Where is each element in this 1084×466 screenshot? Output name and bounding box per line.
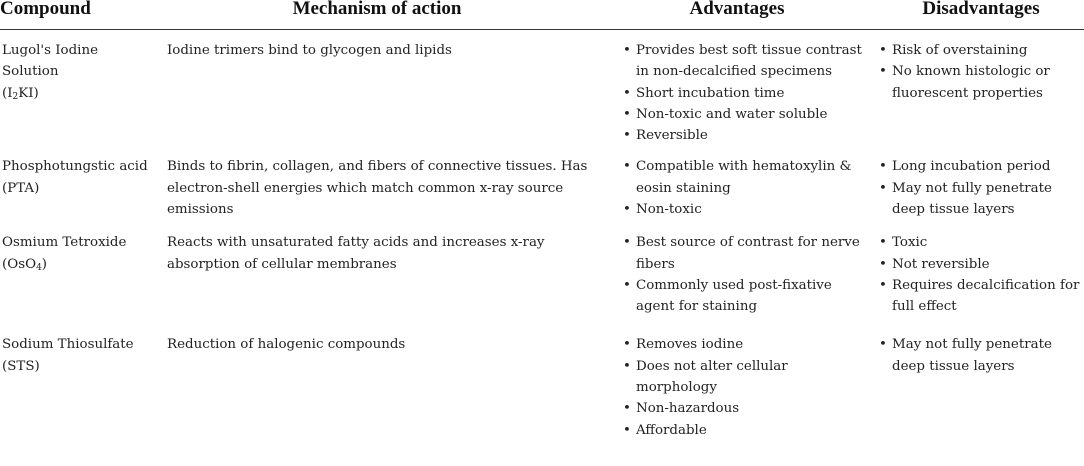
- list-item: • Provides best soft tissue contrast in non-decalcified specimens: [623, 43, 862, 80]
- list-item: • Toxic: [879, 235, 928, 251]
- disadvantages-cell: [872, 30, 1084, 147]
- list-item: • Long incubation period: [879, 159, 1051, 175]
- mechanism-cell: Reduction of halogenic compounds: [167, 337, 406, 353]
- compound-formula: $(I_2KI)$: [2, 85, 39, 102]
- list-item: • Requires decalcification for full effect: [879, 277, 1080, 315]
- list-item: • Does not alter cellular morphology: [623, 358, 788, 395]
- list-item: • Non-toxic and water soluble: [623, 106, 828, 122]
- disadvantages-list: [876, 334, 1084, 377]
- compound-name: Lugol's Iodine Solution: [2, 43, 98, 80]
- list-item: • Commonly used post-fixative agent for staining: [623, 277, 832, 315]
- mechanism-cell: Reacts with unsaturated fatty acids and increases x-ray absorption of cellular membranes: [167, 235, 545, 272]
- compound-name: Osmium Tetroxide: [2, 235, 127, 251]
- disadvantages-cell: [872, 220, 1084, 323]
- advantages-list: [620, 334, 872, 440]
- list-item: • Affordable: [623, 422, 707, 438]
- compound-cell: [0, 146, 158, 220]
- header-mechanism: Mechanism of action: [158, 0, 616, 30]
- list-item: • Not reversible: [879, 256, 990, 272]
- disadvantages-list: [876, 232, 1084, 317]
- list-item: • May not fully penetrate deep tissue layers: [879, 180, 1052, 218]
- advantages-list: [620, 156, 872, 220]
- compound-cell: [0, 220, 158, 323]
- advantages-list: [620, 40, 872, 146]
- header-compound: Compound: [0, 0, 158, 30]
- list-item: • Compatible with hematoxylin & eosin staining: [623, 159, 852, 196]
- table-row: [0, 30, 1084, 147]
- list-item: • May not fully penetrate deep tissue layers: [879, 337, 1052, 374]
- advantages-list: [620, 232, 872, 317]
- mechanism-cell: Binds to fibrin, collagen, and fibers of connective tissues. Has electron-shell energies which match common x-ray source emissions: [167, 159, 588, 218]
- list-item: • Short incubation time: [623, 85, 785, 101]
- compound-formula: (STS): [2, 358, 40, 374]
- list-item: • Reversible: [623, 128, 708, 144]
- header-advantages: Advantages: [616, 0, 872, 30]
- list-item: • Best source of contrast for nerve fibers: [623, 235, 860, 272]
- list-item: • Removes iodine: [623, 337, 744, 353]
- disadvantages-list: [876, 156, 1084, 220]
- list-item: • Non-hazardous: [623, 401, 740, 417]
- compound-cell: [0, 30, 158, 147]
- compound-name: Sodium Thiosulfate: [2, 337, 134, 353]
- advantages-cell: [616, 220, 872, 323]
- table-row: [0, 220, 1084, 323]
- table-row: [0, 146, 1084, 220]
- compound-formula: (OsO$_4$): [2, 256, 48, 273]
- list-item: • Risk of overstaining: [879, 43, 1028, 58]
- list-item: • No known histologic or fluorescent properties: [879, 64, 1050, 101]
- compound-formula: (PTA): [2, 180, 40, 196]
- list-item: • Non-toxic: [623, 202, 702, 218]
- disadvantages-cell: [872, 146, 1084, 220]
- advantages-cell: [616, 146, 872, 220]
- header-row: [0, 0, 1084, 30]
- compound-cell: [0, 323, 158, 440]
- disadvantages-cell: [872, 323, 1084, 440]
- compound-name: Phosphotungstic acid: [2, 159, 148, 175]
- advantages-cell: [616, 30, 872, 147]
- advantages-cell: [616, 323, 872, 440]
- header-disadvantages: Disadvantages: [872, 0, 1084, 30]
- mechanism-cell: Iodine trimers bind to glycogen and lipids: [167, 43, 452, 58]
- disadvantages-list: [876, 40, 1084, 104]
- table-row: [0, 323, 1084, 440]
